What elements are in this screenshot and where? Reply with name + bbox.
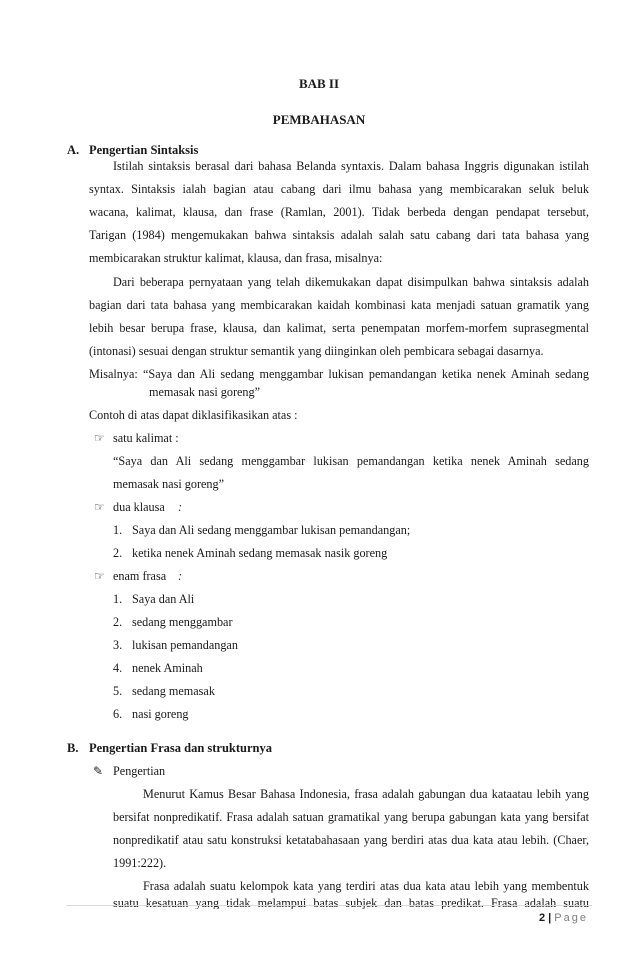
list-item-text: Saya dan Ali sedang menggambar lukisan pemandangan; bbox=[132, 523, 411, 537]
list-item-text: sedang menggambar bbox=[132, 615, 233, 629]
section-b-para1-line1: Menurut Kamus Besar Bahasa Indonesia, frasa adalah gabungan dua kataatau lebih yang bbox=[143, 787, 589, 801]
example-line2: memasak nasi goreng” bbox=[149, 385, 261, 399]
page-footer bbox=[400, 912, 588, 924]
chapter-title: PEMBAHASAN bbox=[272, 112, 366, 127]
bullet3-colon: : bbox=[178, 569, 183, 583]
section-a-para2-line2: bagian dari tata bahasa yang membicarakan kaidah kombinasi kata menjadi satuan gramatik yang bbox=[89, 298, 589, 312]
section-b-para1-line3: nonpredikatif atau satu konstruksi ketatabahasaan yang berdiri atas dua kata atau lebih. (Chaer, bbox=[113, 833, 589, 847]
list-item-number: 4. bbox=[113, 661, 123, 675]
section-b-letter: B. bbox=[67, 741, 79, 755]
section-a-para1-line3: wacana, kalimat, klausa, dan frase (Ramlan, 2001). Tidak berbeda dengan pendapat tersebut, bbox=[89, 205, 589, 219]
section-a-letter: A. bbox=[67, 143, 80, 157]
chapter-number: BAB II bbox=[298, 76, 340, 91]
footer-divider bbox=[66, 905, 592, 906]
pencil-icon: ✎ bbox=[93, 764, 104, 778]
list-item-text: Saya dan Ali bbox=[132, 592, 195, 606]
page-number: 2 bbox=[538, 912, 546, 924]
list-item-number: 6. bbox=[113, 707, 123, 721]
section-a-para1-line1: Istilah sintaksis berasal dari bahasa Belanda syntaxis. Dalam bahasa Inggris digunakan istilah bbox=[113, 159, 589, 173]
bullet2-label: dua klausa bbox=[113, 500, 165, 514]
bullet3-label: enam frasa bbox=[113, 569, 167, 583]
section-b-para1-line2: bersifat nonpredikatif. Frasa adalah satuan gramatikal yang berupa gabungan kata yang bersifat bbox=[113, 810, 589, 824]
section-a-para1-line4: Tarigan (1984) mengemukakan bahwa sintaksis adalah salah satu cabang dari tata bahasa yang bbox=[89, 228, 589, 242]
section-a-para2-line3: lebih besar berupa frase, klausa, dan kalimat, serta penempatan morfem-morfem suprasegmental bbox=[89, 321, 589, 335]
writing-hand-icon: ☞ bbox=[94, 569, 105, 583]
list-item-text: sedang memasak bbox=[132, 684, 215, 698]
list-item-text: lukisan pemandangan bbox=[132, 638, 238, 652]
list-item-number: 5. bbox=[113, 684, 123, 698]
list-item-number: 3. bbox=[113, 638, 123, 652]
page-label: Page bbox=[554, 912, 588, 924]
section-b-para1-line4: 1991:222). bbox=[113, 856, 167, 870]
section-a-para2-line1: Dari beberapa pernyataan yang telah dikemukakan dapat disimpulkan bahwa sintaksis adalah bbox=[113, 275, 589, 289]
section-a-para1-line2: syntax. Sintaksis ialah bagian atau cabang dari ilmu bahasa yang membicarakan seluk beluk bbox=[89, 182, 589, 196]
section-b-title: Pengertian Frasa dan strukturnya bbox=[89, 741, 272, 755]
list-item-number: 2. bbox=[113, 615, 123, 629]
example-line1: Misalnya: “Saya dan Ali sedang menggambar lukisan pemandangan ketika nenek Aminah sedang bbox=[89, 367, 589, 381]
section-b-para2-line1: Frasa adalah suatu kelompok kata yang terdiri atas dua kata atau lebih yang membentuk bbox=[143, 879, 589, 893]
list-item-number: 1. bbox=[113, 592, 123, 606]
list-item-text: nenek Aminah bbox=[132, 661, 203, 675]
list-item-text: nasi goreng bbox=[132, 707, 189, 721]
classify-intro: Contoh di atas dapat diklasifikasikan atas : bbox=[89, 408, 298, 422]
writing-hand-icon: ☞ bbox=[94, 500, 105, 514]
list-item-number: 2. bbox=[113, 546, 123, 560]
section-a-para2-line4: (intonasi) sesuai dengan struktur semantik yang diinginkan oleh pembicara sebagai dasarnya. bbox=[89, 344, 544, 358]
section-b-sub-label: Pengertian bbox=[113, 764, 166, 778]
section-b-para2-line2: suatu kesatuan yang tidak melampui batas subjek dan batas predikat. Frasa adalah suatu bbox=[113, 896, 589, 909]
list-item-number: 1. bbox=[113, 523, 123, 537]
footer-separator: | bbox=[548, 912, 552, 924]
bullet1-line1: “Saya dan Ali sedang menggambar lukisan pemandangan ketika nenek Aminah sedang bbox=[113, 454, 589, 468]
section-a-title: Pengertian Sintaksis bbox=[89, 143, 199, 157]
list-item-text: ketika nenek Aminah sedang memasak nasik goreng bbox=[132, 546, 388, 560]
bullet1-label: satu kalimat : bbox=[113, 431, 179, 445]
bullet1-line2: memasak nasi goreng” bbox=[113, 477, 225, 491]
writing-hand-icon: ☞ bbox=[94, 431, 105, 445]
bullet2-colon: : bbox=[178, 500, 183, 514]
section-a-para1-line5: membicarakan struktur kalimat, klausa, dan frasa, misalnya: bbox=[89, 251, 383, 265]
